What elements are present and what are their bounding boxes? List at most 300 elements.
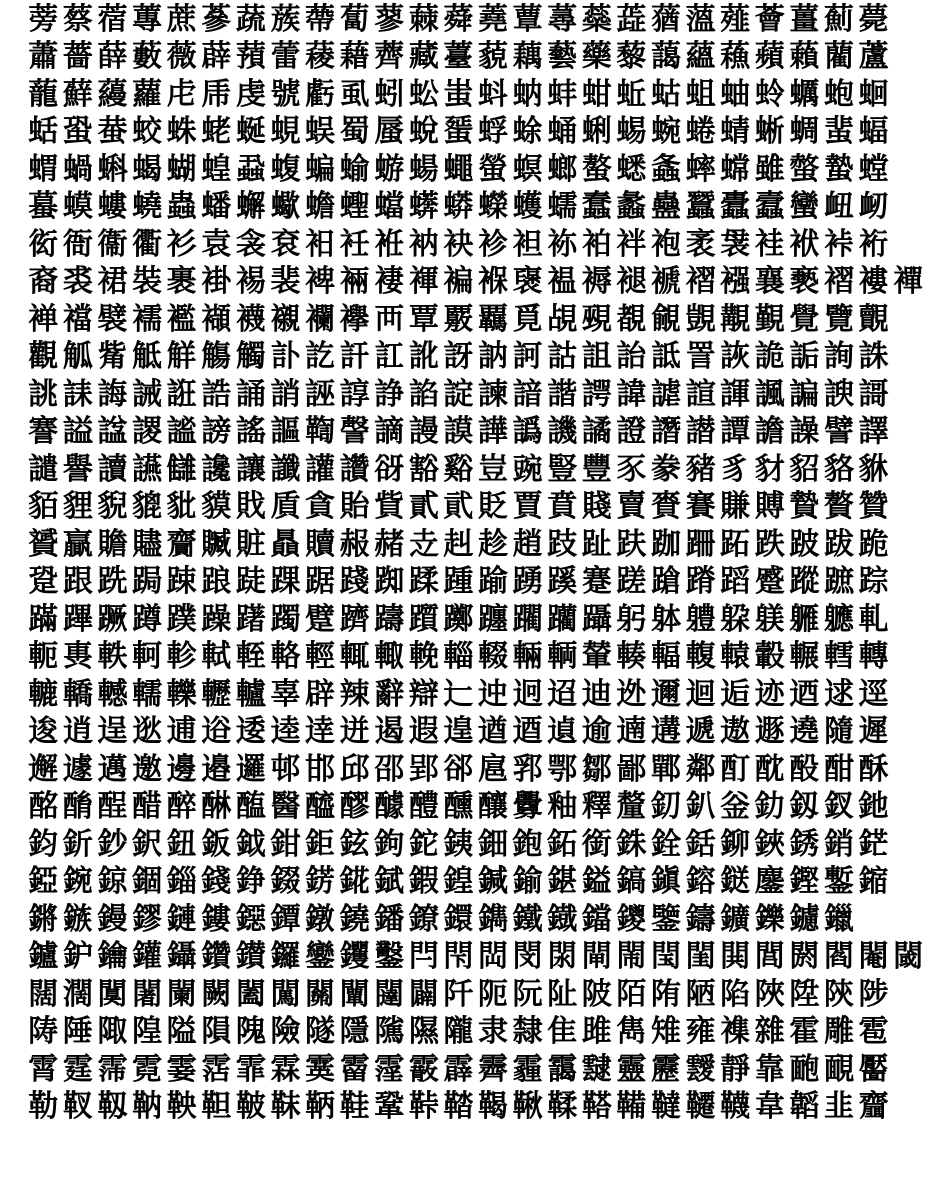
- glyph-row: [26, 339, 890, 377]
- kanji-glyph: 諞: [789, 376, 820, 412]
- kanji-glyph: 蛟: [132, 114, 163, 150]
- kanji-glyph: 齏: [858, 1089, 889, 1125]
- kanji-glyph: 袍: [650, 226, 681, 262]
- kanji-glyph: 隶: [478, 1014, 509, 1050]
- kanji-glyph: 鞋: [339, 1089, 370, 1125]
- kanji-glyph: 躪: [547, 601, 578, 637]
- glyph-row: [26, 714, 890, 752]
- glyph-row: [26, 564, 890, 602]
- kanji-glyph: 豐: [581, 451, 612, 487]
- kanji-glyph: 賽: [685, 489, 716, 525]
- kanji-glyph: 襾: [374, 301, 405, 337]
- kanji-glyph: 蠖: [512, 189, 543, 225]
- kanji-glyph: 覺: [789, 301, 820, 337]
- kanji-glyph: 鏤: [201, 901, 232, 937]
- kanji-glyph: 閊: [478, 939, 509, 975]
- kanji-glyph: 覬: [685, 301, 716, 337]
- kanji-glyph: 貔: [132, 489, 163, 525]
- kanji-glyph: 鉐: [547, 826, 578, 862]
- kanji-glyph: 褓: [478, 264, 509, 300]
- kanji-glyph: 襴: [305, 301, 336, 337]
- kanji-glyph: 貽: [339, 489, 370, 525]
- kanji-glyph: 錻: [374, 864, 405, 900]
- kanji-glyph: 跣: [97, 564, 128, 600]
- kanji-glyph: 蜍: [512, 114, 543, 150]
- kanji-glyph: 蚫: [823, 76, 854, 112]
- kanji-glyph: 贍: [97, 526, 128, 562]
- kanji-glyph: 鋺: [62, 864, 93, 900]
- kanji-glyph: 蠶: [685, 189, 716, 225]
- kanji-glyph: 藾: [789, 39, 820, 75]
- kanji-glyph: 褞: [547, 264, 578, 300]
- kanji-glyph: 謗: [201, 414, 232, 450]
- kanji-glyph: 跛: [789, 526, 820, 562]
- kanji-glyph: 譁: [478, 414, 509, 450]
- kanji-glyph: 譫: [754, 414, 785, 450]
- kanji-glyph: 閙: [616, 939, 647, 975]
- kanji-glyph: 訶: [512, 339, 543, 375]
- kanji-glyph: 蔕: [305, 1, 336, 37]
- kanji-glyph: 蹌: [650, 564, 681, 600]
- kanji-glyph: 裃: [823, 226, 854, 262]
- kanji-glyph: 閖: [547, 939, 578, 975]
- kanji-glyph: 蜻: [720, 114, 751, 150]
- kanji-glyph: 逑: [823, 676, 854, 712]
- kanji-glyph: 郢: [408, 751, 439, 787]
- kanji-glyph: 輌: [547, 639, 578, 675]
- kanji-glyph: 褫: [650, 264, 681, 300]
- glyph-row: [26, 489, 890, 527]
- kanji-glyph: 蠎: [408, 189, 439, 225]
- kanji-glyph: 輒: [339, 639, 370, 675]
- kanji-glyph: 蟒: [443, 189, 474, 225]
- kanji-glyph: 蜴: [616, 114, 647, 150]
- kanji-glyph: 鉗: [270, 826, 301, 862]
- kanji-glyph: 跫: [28, 564, 59, 600]
- kanji-glyph: 讙: [305, 451, 336, 487]
- glyph-row: [26, 789, 890, 827]
- kanji-glyph: 鉋: [512, 826, 543, 862]
- kanji-glyph: 蜚: [823, 114, 854, 150]
- kanji-glyph: 踉: [201, 564, 232, 600]
- kanji-glyph: 趙: [512, 526, 543, 562]
- kanji-glyph: 蝗: [201, 151, 232, 187]
- kanji-glyph: 錵: [339, 864, 370, 900]
- kanji-glyph: 輟: [478, 639, 509, 675]
- kanji-glyph: 輳: [616, 639, 647, 675]
- kanji-glyph: 蹊: [547, 564, 578, 600]
- kanji-glyph: 酣: [823, 751, 854, 787]
- kanji-glyph: 蛻: [408, 114, 439, 150]
- kanji-glyph: 鍼: [478, 864, 509, 900]
- kanji-glyph: 韈: [720, 1089, 751, 1125]
- kanji-glyph: 觧: [166, 339, 197, 375]
- kanji-glyph: 鞐: [408, 1089, 439, 1125]
- kanji-glyph: 戝: [235, 489, 266, 525]
- kanji-glyph: 褝: [28, 301, 59, 337]
- kanji-glyph: 蔘: [201, 1, 232, 37]
- kanji-glyph: 踈: [166, 564, 197, 600]
- kanji-glyph: 趾: [581, 526, 612, 562]
- kanji-glyph: 覓: [512, 301, 543, 337]
- kanji-glyph: 貭: [270, 489, 301, 525]
- kanji-glyph: 襠: [62, 301, 93, 337]
- kanji-glyph: 貂: [789, 451, 820, 487]
- kanji-glyph: 釁: [512, 789, 543, 825]
- kanji-glyph: 觀: [28, 339, 59, 375]
- kanji-glyph: 薔: [62, 39, 93, 75]
- kanji-glyph: 鏖: [754, 864, 785, 900]
- kanji-glyph: 鑵: [132, 939, 163, 975]
- kanji-glyph: 薜: [201, 39, 232, 75]
- kanji-glyph: 鑞: [823, 901, 854, 937]
- kanji-glyph: 蓼: [374, 1, 405, 37]
- kanji-glyph: 鍠: [443, 864, 474, 900]
- kanji-glyph: 鏈: [166, 901, 197, 937]
- kanji-glyph: 蝮: [270, 151, 301, 187]
- kanji-glyph: 衽: [339, 226, 370, 262]
- kanji-glyph: 轜: [132, 676, 163, 712]
- kanji-glyph: 藪: [132, 39, 163, 75]
- kanji-glyph: 釶: [858, 789, 889, 825]
- kanji-glyph: 覡: [581, 301, 612, 337]
- kanji-glyph: 褪: [616, 264, 647, 300]
- kanji-glyph: 蟲: [166, 189, 197, 225]
- kanji-glyph: 韆: [685, 1089, 716, 1125]
- kanji-glyph: 鉈: [408, 826, 439, 862]
- kanji-glyph: 霈: [97, 1051, 128, 1087]
- kanji-glyph: 逾: [581, 714, 612, 750]
- kanji-glyph: 輹: [685, 639, 716, 675]
- kanji-glyph: 螻: [97, 189, 128, 225]
- kanji-glyph: 迹: [754, 676, 785, 712]
- kanji-glyph: 雋: [616, 1014, 647, 1050]
- kanji-glyph: 鑢: [789, 901, 820, 937]
- kanji-glyph: 輻: [650, 639, 681, 675]
- kanji-glyph: 覈: [443, 301, 474, 337]
- kanji-glyph: 諍: [374, 376, 405, 412]
- kanji-glyph: 鞏: [374, 1089, 405, 1125]
- kanji-glyph: 蘿: [132, 76, 163, 112]
- kanji-glyph: 諳: [512, 376, 543, 412]
- kanji-glyph: 醵: [374, 789, 405, 825]
- kanji-glyph: 蹙: [754, 564, 785, 600]
- kanji-glyph: 軼: [97, 639, 128, 675]
- kanji-glyph: 雉: [650, 1014, 681, 1050]
- kanji-glyph: 誨: [97, 376, 128, 412]
- kanji-glyph: 酩: [28, 789, 59, 825]
- kanji-glyph: 陞: [789, 976, 820, 1012]
- kanji-glyph: 覩: [616, 301, 647, 337]
- kanji-glyph: 遞: [685, 714, 716, 750]
- kanji-glyph: 輜: [443, 639, 474, 675]
- kanji-glyph: 鉅: [305, 826, 336, 862]
- kanji-glyph: 鏨: [823, 864, 854, 900]
- kanji-glyph: 譟: [789, 414, 820, 450]
- kanji-glyph: 轅: [720, 639, 751, 675]
- kanji-glyph: 鉤: [374, 826, 405, 862]
- kanji-glyph: 詒: [616, 339, 647, 375]
- kanji-glyph: 躓: [408, 601, 439, 637]
- kanji-glyph: 躁: [201, 601, 232, 637]
- kanji-glyph: 霙: [305, 1051, 336, 1087]
- kanji-glyph: 邀: [132, 751, 163, 787]
- glyph-row: [26, 526, 890, 564]
- kanji-glyph: 詢: [823, 339, 854, 375]
- kanji-glyph: 蹇: [581, 564, 612, 600]
- kanji-glyph: 襭: [201, 301, 232, 337]
- kanji-glyph: 輛: [512, 639, 543, 675]
- kanji-glyph: 衵: [305, 226, 336, 262]
- kanji-glyph: 釛: [754, 789, 785, 825]
- kanji-glyph: 邂: [28, 751, 59, 787]
- kanji-glyph: 輦: [581, 639, 612, 675]
- kanji-glyph: 蘢: [28, 76, 59, 112]
- kanji-glyph: 酥: [858, 751, 889, 787]
- kanji-glyph: 軛: [28, 639, 59, 675]
- kanji-glyph: 軻: [132, 639, 163, 675]
- kanji-glyph: 褌: [408, 264, 439, 300]
- kanji-glyph: 鐡: [547, 901, 578, 937]
- kanji-glyph: 襤: [166, 301, 197, 337]
- kanji-glyph: 踴: [512, 564, 543, 600]
- kanji-glyph: 譛: [685, 414, 716, 450]
- kanji-glyph: 蕈: [512, 1, 543, 37]
- kanji-glyph: 鈕: [166, 826, 197, 862]
- kanji-glyph: 郤: [443, 751, 474, 787]
- kanji-glyph: 靱: [97, 1089, 128, 1125]
- kanji-glyph: 釐: [616, 789, 647, 825]
- kanji-glyph: 鄲: [650, 751, 681, 787]
- kanji-glyph: 鐺: [581, 901, 612, 937]
- kanji-glyph: 霖: [270, 1051, 301, 1087]
- kanji-glyph: 鞳: [581, 1089, 612, 1125]
- kanji-glyph: 靤: [789, 1051, 820, 1087]
- kanji-glyph: 鉉: [339, 826, 370, 862]
- kanji-glyph: 蠹: [720, 189, 751, 225]
- kanji-glyph: 螽: [650, 151, 681, 187]
- kanji-glyph: 迺: [789, 676, 820, 712]
- kanji-glyph: 蜥: [754, 114, 785, 150]
- kanji-glyph: 蛛: [166, 114, 197, 150]
- glyph-row: [26, 751, 890, 789]
- kanji-glyph: 鈬: [132, 826, 163, 862]
- kanji-glyph: 贄: [789, 489, 820, 525]
- kanji-glyph: 蛩: [62, 114, 93, 150]
- kanji-glyph: 詼: [720, 339, 751, 375]
- kanji-glyph: 蕾: [270, 39, 301, 75]
- kanji-glyph: 隴: [443, 1014, 474, 1050]
- kanji-glyph: 薈: [754, 1, 785, 37]
- kanji-glyph: 袙: [581, 226, 612, 262]
- kanji-glyph: 蘋: [754, 39, 785, 75]
- kanji-glyph: 貶: [478, 489, 509, 525]
- kanji-glyph: 鈔: [97, 826, 128, 862]
- kanji-glyph: 鑠: [754, 901, 785, 937]
- kanji-glyph: 釿: [62, 826, 93, 862]
- kanji-glyph: 闍: [132, 976, 163, 1012]
- kanji-glyph: 闡: [339, 976, 370, 1012]
- kanji-glyph: 蕷: [235, 39, 266, 75]
- kanji-glyph: 謔: [650, 376, 681, 412]
- kanji-glyph: 蕕: [650, 1, 681, 37]
- kanji-glyph: 貲: [374, 489, 405, 525]
- kanji-glyph: 蠑: [478, 189, 509, 225]
- kanji-glyph: 鏘: [28, 901, 59, 937]
- kanji-glyph: 裝: [132, 264, 163, 300]
- kanji-glyph: 銕: [443, 826, 474, 862]
- kanji-glyph: 鋩: [858, 826, 889, 862]
- kanji-glyph: 薊: [823, 1, 854, 37]
- kanji-glyph: 蟶: [339, 189, 370, 225]
- kanji-glyph: 讚: [339, 451, 370, 487]
- kanji-glyph: 貅: [858, 451, 889, 487]
- kanji-glyph: 蟾: [305, 189, 336, 225]
- glyph-row: [26, 864, 890, 902]
- kanji-glyph: 辟: [305, 676, 336, 712]
- kanji-glyph: 蝠: [858, 114, 889, 150]
- kanji-glyph: 覦: [650, 301, 681, 337]
- kanji-glyph: 跟: [62, 564, 93, 600]
- kanji-glyph: 遑: [443, 714, 474, 750]
- kanji-glyph: 鑛: [720, 901, 751, 937]
- kanji-glyph: 跼: [132, 564, 163, 600]
- kanji-glyph: 躄: [305, 601, 336, 637]
- glyph-row: [26, 414, 890, 452]
- kanji-glyph: 衲: [408, 226, 439, 262]
- kanji-glyph: 誥: [201, 376, 232, 412]
- kanji-glyph: 蘰: [97, 76, 128, 112]
- kanji-glyph: 蹤: [789, 564, 820, 600]
- kanji-glyph: 醉: [166, 789, 197, 825]
- kanji-glyph: 銹: [789, 826, 820, 862]
- kanji-glyph: 錏: [28, 864, 59, 900]
- kanji-glyph: 跂: [547, 526, 578, 562]
- kanji-glyph: 諫: [478, 376, 509, 412]
- kanji-glyph: 谺: [374, 451, 405, 487]
- kanji-glyph: 蚯: [616, 76, 647, 112]
- kanji-glyph: 贇: [28, 526, 59, 562]
- kanji-glyph: 逅: [720, 676, 751, 712]
- kanji-glyph: 蹼: [166, 601, 197, 637]
- kanji-glyph: 贓: [201, 526, 232, 562]
- kanji-glyph: 鞣: [547, 1089, 578, 1125]
- kanji-glyph: 蛯: [201, 114, 232, 150]
- kanji-glyph: 閇: [443, 939, 474, 975]
- kanji-glyph: 蘆: [858, 39, 889, 75]
- kanji-glyph: 錙: [166, 864, 197, 900]
- kanji-glyph: 覃: [408, 301, 439, 337]
- kanji-glyph: 薀: [685, 1, 716, 37]
- kanji-glyph: 諠: [685, 376, 716, 412]
- kanji-glyph: 蜑: [443, 114, 474, 150]
- kanji-glyph: 覘: [547, 301, 578, 337]
- kanji-glyph: 軣: [62, 639, 93, 675]
- kanji-glyph: 貳: [408, 489, 439, 525]
- kanji-glyph: 蝎: [132, 151, 163, 187]
- kanji-glyph: 靈: [616, 1051, 647, 1087]
- kanji-glyph: 謚: [62, 414, 93, 450]
- kanji-glyph: 闌: [166, 976, 197, 1012]
- kanji-glyph: 釀: [478, 789, 509, 825]
- kanji-glyph: 裙: [97, 264, 128, 300]
- kanji-glyph: 逡: [28, 714, 59, 750]
- kanji-glyph: 辯: [408, 676, 439, 712]
- kanji-glyph: 轢: [166, 676, 197, 712]
- kanji-glyph: 闊: [28, 976, 59, 1012]
- kanji-glyph: 邯: [305, 751, 336, 787]
- kanji-glyph: 衾: [235, 226, 266, 262]
- kanji-glyph: 譬: [823, 414, 854, 450]
- kanji-glyph: 隨: [823, 714, 854, 750]
- glyph-row: [26, 301, 890, 339]
- glyph-row: [26, 451, 890, 489]
- kanji-glyph: 賚: [650, 489, 681, 525]
- kanji-glyph: 袁: [201, 226, 232, 262]
- kanji-glyph: 閻: [823, 939, 854, 975]
- kanji-glyph: 讀: [97, 451, 128, 487]
- kanji-glyph: 鉞: [235, 826, 266, 862]
- kanji-glyph: 蠕: [547, 189, 578, 225]
- kanji-glyph: 躇: [235, 601, 266, 637]
- kanji-glyph: 蟯: [132, 189, 163, 225]
- kanji-glyph: 韭: [823, 1089, 854, 1125]
- kanji-glyph: 藹: [650, 39, 681, 75]
- kanji-glyph: 號: [270, 76, 301, 112]
- kanji-glyph: 諛: [823, 376, 854, 412]
- kanji-glyph: 逋: [166, 714, 197, 750]
- kanji-glyph: 隱: [339, 1014, 370, 1050]
- kanji-glyph: 蜃: [374, 114, 405, 150]
- kanji-glyph: 豼: [166, 489, 197, 525]
- kanji-glyph: 蛹: [547, 114, 578, 150]
- kanji-glyph: 讖: [270, 451, 301, 487]
- kanji-glyph: 蕀: [408, 1, 439, 37]
- kanji-glyph: 誅: [858, 339, 889, 375]
- kanji-glyph: 訐: [339, 339, 370, 375]
- kanji-glyph: 虍: [166, 76, 197, 112]
- kanji-glyph: 誣: [305, 376, 336, 412]
- kanji-glyph: 銜: [581, 826, 612, 862]
- kanji-glyph: 諧: [547, 376, 578, 412]
- kanji-glyph: 蟄: [823, 151, 854, 187]
- kanji-glyph: 蹣: [28, 601, 59, 637]
- kanji-glyph: 藉: [339, 39, 370, 75]
- kanji-glyph: 讓: [235, 451, 266, 487]
- kanji-glyph: 蚰: [720, 76, 751, 112]
- glyph-row: [26, 376, 890, 414]
- kanji-glyph: 詛: [581, 339, 612, 375]
- kanji-glyph: 韋: [754, 1089, 785, 1125]
- kanji-glyph: 豁: [408, 451, 439, 487]
- kanji-glyph: 袱: [789, 226, 820, 262]
- kanji-glyph: 觴: [201, 339, 232, 375]
- kanji-glyph: 轌: [823, 639, 854, 675]
- kanji-glyph: 蜷: [685, 114, 716, 150]
- kanji-glyph: 豎: [547, 451, 578, 487]
- kanji-glyph: 鞦: [512, 1089, 543, 1125]
- kanji-glyph: 霤: [339, 1051, 370, 1087]
- kanji-glyph: 袰: [720, 226, 751, 262]
- kanji-glyph: 靦: [823, 1051, 854, 1087]
- kanji-glyph: 踐: [339, 564, 370, 600]
- kanji-glyph: 虱: [339, 76, 370, 112]
- kanji-glyph: 釵: [823, 789, 854, 825]
- kanji-glyph: 靫: [62, 1089, 93, 1125]
- kanji-glyph: 遶: [789, 714, 820, 750]
- kanji-glyph: 譎: [581, 414, 612, 450]
- kanji-glyph: 褂: [201, 264, 232, 300]
